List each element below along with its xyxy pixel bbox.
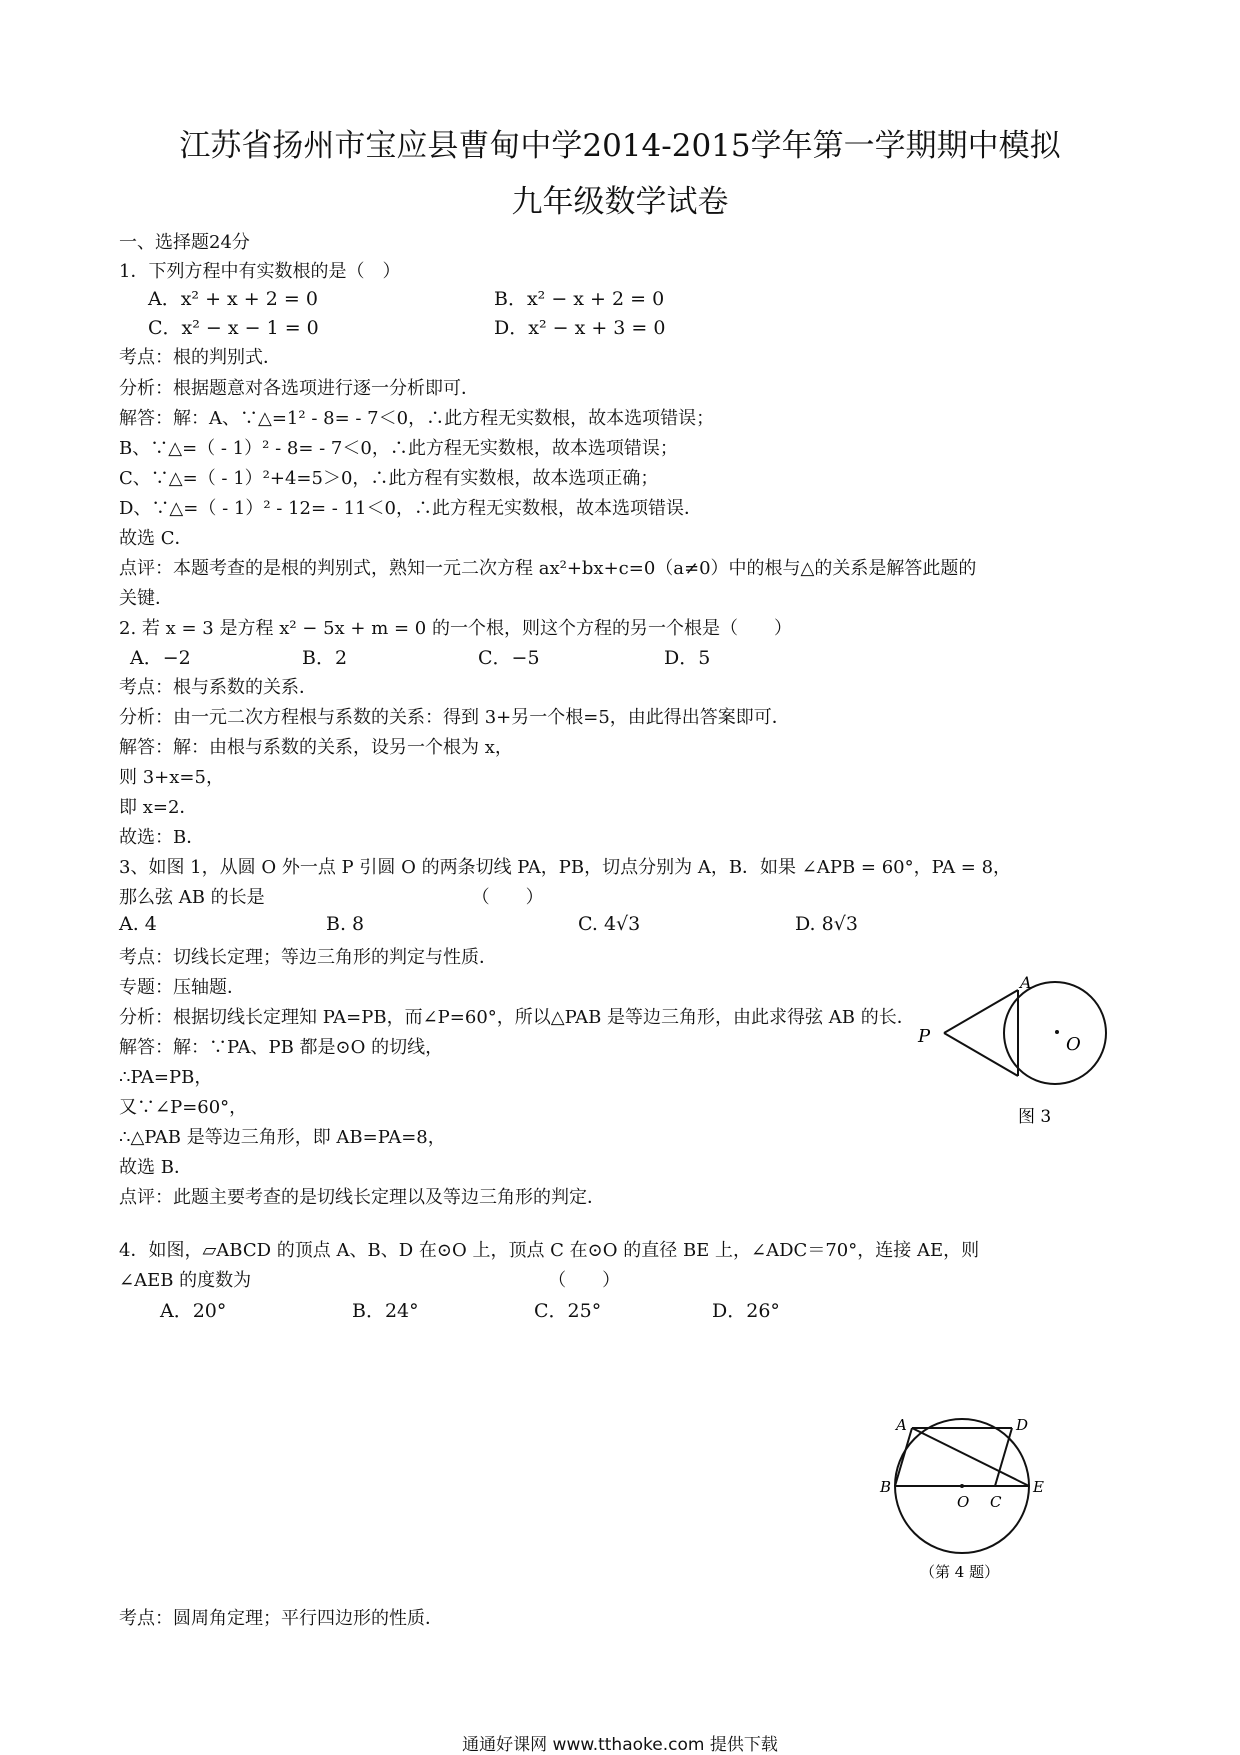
q4-option-c: C．25° [534,1300,602,1322]
q4-figure-center [960,1484,964,1488]
exam-title-line2: 九年级数学试卷 [511,184,729,220]
q3-solution-2: ∴PA=PB， [119,1067,213,1088]
q4-figure-segment-ae [912,1428,1029,1486]
q3-figure [900,970,1120,1140]
q4-figure-label-o: O [957,1493,970,1511]
page-footer: 通通好课网 www.tthaoke.com 提供下载 [462,1735,778,1755]
q3-figure-label-a: A [1020,973,1032,992]
q1-solution-1: 解答：解：A、∵△=1² - 8= - 7＜0，∴此方程无实数根，故本选项错误； [119,408,715,429]
q3-option-a: A. 4 [119,913,157,935]
q4-figure-side-ab [895,1428,912,1486]
q2-option-d: D．5 [664,647,711,669]
exam-title-line1: 江苏省扬州市宝应县曹甸中学2014-2015学年第一学期期中模拟 [179,128,1061,164]
q2-solution-2: 则 3+x=5， [119,767,224,788]
q3-option-d: D. 8√3 [795,913,858,935]
q1-option-a: A．x² + x + 2 = 0 [148,288,318,310]
q1-solution-3: C、∵△=（ - 1）²+4=5＞0，∴此方程有实数根，故本选项正确； [119,468,659,489]
q3-figure-center [1055,1030,1059,1034]
q1-stem: 1．下列方程中有实数根的是（ ） [119,261,401,282]
q4-kaodian: 考点：圆周角定理；平行四边形的性质． [119,1608,443,1629]
q4-figure-label-b: B [880,1478,892,1496]
q3-solution-1: 解答：解：∵PA、PB 都是⊙O 的切线， [119,1037,444,1058]
q2-option-a: A．−2 [130,647,191,669]
q4-figure-label-c: C [990,1493,1002,1511]
q1-comment-1: 点评：本题考查的是根的判别式，熟知一元二次方程 ax²+bx+c=0（a≠0）中的根与△的关系是解答此题的 [119,558,977,579]
q2-option-b: B．2 [302,647,348,669]
q3-fenxi: 分析：根据切线长定理知 PA=PB，而∠P=60°，所以△PAB 是等边三角形，由此求得弦 AB 的长． [119,1007,915,1028]
q3-figure-tangent-pb [944,1033,1018,1076]
q1-option-c: C．x² − x − 1 = 0 [148,317,319,339]
q2-fenxi: 分析：由一元二次方程根与系数的关系：得到 3+另一个根=5，由此得出答案即可． [119,707,790,728]
q4-stem-2: ∠AEB 的度数为 （ ） [119,1270,621,1291]
q1-kaodian: 考点：根的判别式． [119,347,281,368]
q1-option-b: B．x² − x + 2 = 0 [494,288,665,310]
q4-option-a: A．20° [160,1300,227,1322]
q1-solution-4: D、∵△=（ - 1）² - 12= - 11＜0，∴此方程无实数根，故本选项错误． [119,498,702,519]
q1-option-d: D．x² − x + 3 = 0 [494,317,666,339]
q1-comment-2: 关键． [119,588,173,609]
q3-option-b: B. 8 [326,913,365,935]
q4-figure-label-a: A [896,1416,907,1434]
q3-comment: 点评：此题主要考查的是切线长定理以及等边三角形的判定． [119,1187,605,1208]
q1-answer: 故选 C． [119,528,193,549]
q4-figure-caption: （第 4 题） [920,1563,1000,1581]
q4-stem-1: 4．如图，▱ABCD 的顶点 A、B、D 在⊙O 上，顶点 C 在⊙O 的直径 BE 上，∠ADC＝70°，连接 AE，则 [119,1240,980,1261]
q2-solution-1: 解答：解：由根与系数的关系，设另一个根为 x， [119,737,513,758]
q4-figure [862,1402,1062,1594]
q4-option-b: B．24° [352,1300,419,1322]
q3-figure-circle [1004,982,1106,1084]
section-heading: 一、选择题24分 [119,232,250,253]
q3-figure-label-p: P [918,1026,931,1047]
q3-stem-1: 3、如图 1，从圆 O 外一点 P 引圆 O 的两条切线 PA，PB，切点分别为 A，B．如果 ∠APB = 60°，PA = 8， [119,857,1012,878]
q2-kaodian: 考点：根与系数的关系． [119,677,317,698]
q3-solution-3: 又∵∠P=60°， [119,1097,248,1118]
q4-figure-label-e: E [1033,1478,1044,1496]
q3-figure-caption: 图 3 [1018,1107,1052,1127]
q3-stem-2: 那么弦 AB 的长是 （ ） [119,887,544,908]
q1-fenxi: 分析：根据题意对各选项进行逐一分析即可． [119,378,479,399]
q3-zhuanti: 专题：压轴题． [119,977,245,998]
q2-answer: 故选：B． [119,827,205,848]
q3-figure-tangent-pa [944,990,1018,1033]
q2-solution-3: 即 x=2． [119,797,198,818]
q1-solution-2: B、∵△=（ - 1）² - 8= - 7＜0，∴此方程无实数根，故本选项错误； [119,438,678,459]
q2-option-c: C．−5 [478,647,540,669]
q3-kaodian: 考点：切线长定理；等边三角形的判定与性质． [119,947,497,968]
q2-stem: 2. 若 x = 3 是方程 x² − 5x + m = 0 的一个根，则这个方程的另一个根是（ ） [119,618,792,639]
q3-answer: 故选 B． [119,1157,192,1178]
q3-solution-4: ∴△PAB 是等边三角形，即 AB=PA=8， [119,1127,446,1148]
q3-figure-label-o: O [1066,1034,1081,1055]
q4-option-d: D．26° [712,1300,780,1322]
q4-figure-label-d: D [1016,1416,1029,1434]
q3-option-c: C. 4√3 [578,913,641,935]
